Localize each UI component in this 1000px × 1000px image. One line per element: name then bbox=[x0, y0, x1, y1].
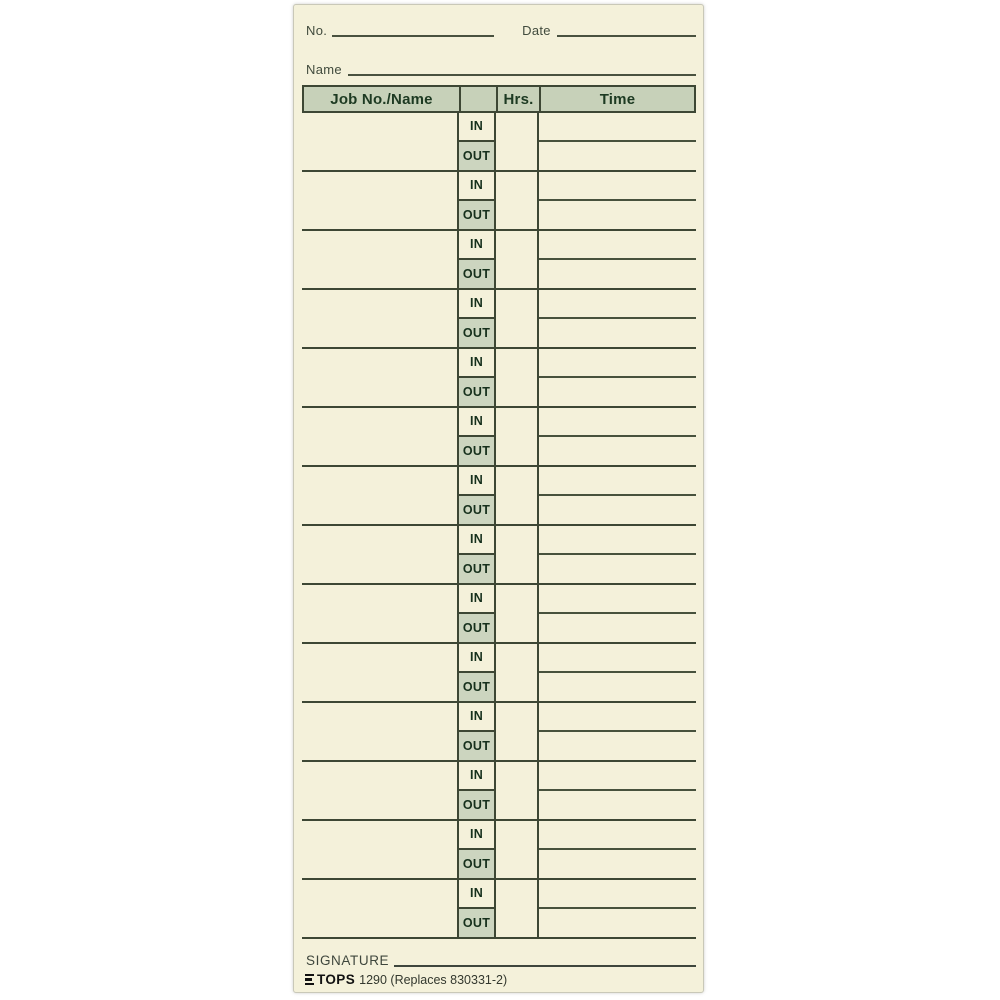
job-row-block bbox=[302, 231, 696, 290]
no-date-row bbox=[306, 23, 696, 38]
time-out-cell bbox=[539, 909, 696, 938]
table-header-row bbox=[302, 85, 696, 113]
out-cell: OUT bbox=[457, 319, 496, 348]
out-cell: OUT bbox=[457, 378, 496, 407]
time-in-cell bbox=[539, 644, 696, 673]
out-cell: OUT bbox=[457, 673, 496, 702]
job-row-block bbox=[302, 113, 696, 172]
hrs-cell bbox=[496, 703, 539, 760]
hrs-cell bbox=[496, 762, 539, 819]
column-header-hrs: Hrs. bbox=[498, 87, 541, 111]
hrs-cell bbox=[496, 585, 539, 642]
time-in-cell bbox=[539, 172, 696, 201]
footer bbox=[305, 972, 507, 987]
time-in-cell bbox=[539, 585, 696, 614]
job-row-block bbox=[302, 585, 696, 644]
in-cell: IN bbox=[457, 585, 496, 614]
time-out-cell bbox=[539, 319, 696, 348]
job-row-block bbox=[302, 172, 696, 231]
in-cell: IN bbox=[457, 880, 496, 909]
hrs-cell bbox=[496, 349, 539, 406]
brand-name: TOPS bbox=[317, 972, 356, 987]
time-out-cell bbox=[539, 378, 696, 407]
table-body bbox=[302, 113, 696, 939]
hrs-cell bbox=[496, 467, 539, 524]
job-row-block bbox=[302, 290, 696, 349]
in-cell: IN bbox=[457, 703, 496, 732]
time-in-cell bbox=[539, 467, 696, 496]
time-in-cell bbox=[539, 880, 696, 909]
tops-logo-icon bbox=[305, 974, 314, 986]
out-cell: OUT bbox=[457, 850, 496, 879]
job-cell bbox=[302, 644, 457, 701]
job-cell bbox=[302, 349, 457, 406]
job-cell bbox=[302, 113, 457, 170]
column-header-job: Job No./Name bbox=[330, 90, 433, 108]
column-header-time: Time bbox=[599, 90, 636, 108]
hrs-cell bbox=[496, 113, 539, 170]
time-in-cell bbox=[539, 526, 696, 555]
job-row-block bbox=[302, 349, 696, 408]
time-out-cell bbox=[539, 791, 696, 820]
job-cell bbox=[302, 290, 457, 347]
time-in-cell bbox=[539, 703, 696, 732]
column-header-inout bbox=[459, 87, 498, 111]
hrs-cell bbox=[496, 526, 539, 583]
date-blank-line bbox=[557, 35, 696, 37]
in-cell: IN bbox=[457, 172, 496, 201]
in-cell: IN bbox=[457, 467, 496, 496]
hrs-cell bbox=[496, 172, 539, 229]
time-out-cell bbox=[539, 437, 696, 466]
out-cell: OUT bbox=[457, 201, 496, 230]
signature-row bbox=[306, 953, 696, 968]
time-out-cell bbox=[539, 142, 696, 171]
job-cell bbox=[302, 880, 457, 937]
time-out-cell bbox=[539, 555, 696, 584]
job-cell bbox=[302, 408, 457, 465]
time-out-cell bbox=[539, 732, 696, 761]
job-row-block bbox=[302, 880, 696, 939]
time-card bbox=[293, 4, 704, 993]
in-cell: IN bbox=[457, 526, 496, 555]
time-in-cell bbox=[539, 113, 696, 142]
form-number-text: 1290 (Replaces 830331-2) bbox=[359, 972, 508, 987]
time-in-cell bbox=[539, 408, 696, 437]
time-in-cell bbox=[539, 821, 696, 850]
out-cell: OUT bbox=[457, 791, 496, 820]
out-cell: OUT bbox=[457, 260, 496, 289]
job-row-block bbox=[302, 762, 696, 821]
job-cell bbox=[302, 231, 457, 288]
out-cell: OUT bbox=[457, 909, 496, 938]
out-cell: OUT bbox=[457, 614, 496, 643]
time-table bbox=[302, 85, 696, 939]
job-cell bbox=[302, 172, 457, 229]
hrs-cell bbox=[496, 644, 539, 701]
in-cell: IN bbox=[457, 762, 496, 791]
job-cell bbox=[302, 703, 457, 760]
job-cell bbox=[302, 467, 457, 524]
time-out-cell bbox=[539, 673, 696, 702]
job-row-block bbox=[302, 703, 696, 762]
hrs-cell bbox=[496, 821, 539, 878]
no-blank-line bbox=[332, 35, 494, 37]
job-cell bbox=[302, 585, 457, 642]
signature-blank-line bbox=[394, 965, 696, 967]
in-cell: IN bbox=[457, 821, 496, 850]
time-out-cell bbox=[539, 496, 696, 525]
job-row-block bbox=[302, 644, 696, 703]
job-cell bbox=[302, 762, 457, 819]
in-cell: IN bbox=[457, 231, 496, 260]
in-cell: IN bbox=[457, 113, 496, 142]
time-out-cell bbox=[539, 614, 696, 643]
job-cell bbox=[302, 821, 457, 878]
hrs-cell bbox=[496, 880, 539, 937]
name-blank-line bbox=[348, 74, 696, 76]
out-cell: OUT bbox=[457, 496, 496, 525]
in-cell: IN bbox=[457, 349, 496, 378]
signature-label: SIGNATURE bbox=[306, 953, 390, 968]
job-row-block bbox=[302, 408, 696, 467]
time-out-cell bbox=[539, 201, 696, 230]
hrs-cell bbox=[496, 408, 539, 465]
in-cell: IN bbox=[457, 644, 496, 673]
job-cell bbox=[302, 526, 457, 583]
time-in-cell bbox=[539, 231, 696, 260]
name-label: Name bbox=[306, 62, 342, 77]
no-label: No. bbox=[306, 23, 328, 38]
out-cell: OUT bbox=[457, 732, 496, 761]
out-cell: OUT bbox=[457, 555, 496, 584]
job-row-block bbox=[302, 526, 696, 585]
out-cell: OUT bbox=[457, 437, 496, 466]
hrs-cell bbox=[496, 231, 539, 288]
in-cell: IN bbox=[457, 408, 496, 437]
in-cell: IN bbox=[457, 290, 496, 319]
job-row-block bbox=[302, 821, 696, 880]
name-row bbox=[306, 62, 696, 77]
time-in-cell bbox=[539, 290, 696, 319]
job-row-block bbox=[302, 467, 696, 526]
time-out-cell bbox=[539, 260, 696, 289]
out-cell: OUT bbox=[457, 142, 496, 171]
time-in-cell bbox=[539, 762, 696, 791]
time-in-cell bbox=[539, 349, 696, 378]
time-out-cell bbox=[539, 850, 696, 879]
date-label: Date bbox=[522, 23, 551, 38]
hrs-cell bbox=[496, 290, 539, 347]
